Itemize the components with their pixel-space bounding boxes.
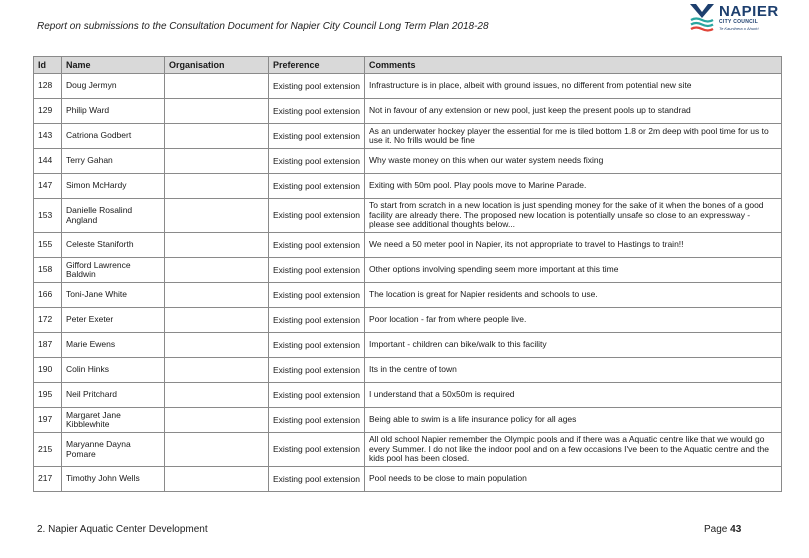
- cell-name: Philip Ward: [62, 99, 165, 124]
- table-row: [34, 199, 782, 233]
- cell-organisation: [165, 283, 269, 308]
- cell-name: Catriona Godbert: [62, 124, 165, 149]
- column-header-name: Name: [62, 57, 165, 74]
- cell-id: 153: [34, 199, 62, 233]
- cell-id: 217: [34, 467, 62, 492]
- cell-preference: Existing pool extension: [269, 174, 365, 199]
- table-row: [34, 258, 782, 283]
- cell-name: Danielle Rosalind Angland: [62, 199, 165, 233]
- cell-name: Toni-Jane White: [62, 283, 165, 308]
- table-row: [34, 124, 782, 149]
- cell-preference: Existing pool extension: [269, 149, 365, 174]
- table-row: [34, 467, 782, 492]
- cell-organisation: [165, 333, 269, 358]
- table-row: [34, 283, 782, 308]
- cell-organisation: [165, 149, 269, 174]
- cell-comment: I understand that a 50x50m is required: [365, 383, 782, 408]
- cell-id: 190: [34, 358, 62, 383]
- column-header-id: Id: [34, 57, 62, 74]
- cell-name: Timothy John Wells: [62, 467, 165, 492]
- cell-preference: Existing pool extension: [269, 358, 365, 383]
- submissions-table: [33, 56, 782, 492]
- cell-name: Simon McHardy: [62, 174, 165, 199]
- cell-id: 172: [34, 308, 62, 333]
- cell-organisation: [165, 99, 269, 124]
- page-label: Page: [704, 524, 728, 535]
- cell-comment: To start from scratch in a new location is just spending money for the sake of it when the bones of a good facility are already there. The proposed new location is potentially unsafe so close to an expressway - please see additional thoughts below...: [365, 199, 782, 233]
- cell-comment: Important - children can bike/walk to this facility: [365, 333, 782, 358]
- cell-comment: Not in favour of any extension or new pool, just keep the present pools up to standrad: [365, 99, 782, 124]
- cell-name: Terry Gahan: [62, 149, 165, 174]
- cell-comment: Exiting with 50m pool. Play pools move to Marine Parade.: [365, 174, 782, 199]
- column-header-organisation: Organisation: [165, 57, 269, 74]
- cell-organisation: [165, 383, 269, 408]
- cell-organisation: [165, 199, 269, 233]
- cell-preference: Existing pool extension: [269, 124, 365, 149]
- cell-name: Gifford Lawrence Baldwin: [62, 258, 165, 283]
- cell-organisation: [165, 308, 269, 333]
- cell-comment: Infrastructure is in place, albeit with ground issues, no different from potential new site: [365, 74, 782, 99]
- cell-preference: Existing pool extension: [269, 74, 365, 99]
- cell-name: Margaret Jane Kibblewhite: [62, 408, 165, 433]
- table-row: [34, 433, 782, 467]
- cell-preference: Existing pool extension: [269, 408, 365, 433]
- cell-comment: Being able to swim is a life insurance policy for all ages: [365, 408, 782, 433]
- napier-logo: [688, 2, 779, 38]
- cell-organisation: [165, 358, 269, 383]
- cell-name: Celeste Staniforth: [62, 233, 165, 258]
- cell-comment: Why waste money on this when our water system needs fixing: [365, 149, 782, 174]
- logo-subtitle: CITY COUNCIL: [719, 19, 759, 25]
- cell-comment: The location is great for Napier residents and schools to use.: [365, 283, 782, 308]
- cell-id: 143: [34, 124, 62, 149]
- cell-preference: Existing pool extension: [269, 233, 365, 258]
- footer-page-number: [704, 524, 741, 535]
- cell-preference: Existing pool extension: [269, 199, 365, 233]
- cell-comment: All old school Napier remember the Olympic pools and if there was a Aquatic centre like that we would go every Summer. I do not like the indoor pool and on a few occasions I've been to the Aquatic centre and the kids pool has been closed.: [365, 433, 782, 467]
- cell-id: 128: [34, 74, 62, 99]
- cell-id: 155: [34, 233, 62, 258]
- cell-id: 158: [34, 258, 62, 283]
- cell-id: 215: [34, 433, 62, 467]
- footer-section-title: 2. Napier Aquatic Center Development: [37, 524, 208, 535]
- table-row: [34, 99, 782, 124]
- cell-comment: Its in the centre of town: [365, 358, 782, 383]
- cell-comment: As an underwater hockey player the essential for me is tiled bottom 1.8 or 2m deep with pool time for us to use it. No frills would be fine: [365, 124, 782, 149]
- cell-name: Peter Exeter: [62, 308, 165, 333]
- cell-name: Doug Jermyn: [62, 74, 165, 99]
- page-number: 43: [730, 524, 742, 535]
- report-title: Report on submissions to the Consultation Document for Napier City Council Long Term Plan 2018-28: [37, 21, 489, 32]
- cell-preference: Existing pool extension: [269, 308, 365, 333]
- cell-comment: Pool needs to be close to main population: [365, 467, 782, 492]
- logo-name: NAPIER: [719, 3, 779, 20]
- table-row: [34, 308, 782, 333]
- napier-logo-icon: [688, 2, 716, 32]
- column-header-comments: Comments: [365, 57, 782, 74]
- cell-preference: Existing pool extension: [269, 467, 365, 492]
- cell-id: 129: [34, 99, 62, 124]
- cell-id: 147: [34, 174, 62, 199]
- cell-organisation: [165, 74, 269, 99]
- cell-id: 197: [34, 408, 62, 433]
- column-header-preference: Preference: [269, 57, 365, 74]
- cell-organisation: [165, 408, 269, 433]
- cell-organisation: [165, 467, 269, 492]
- cell-comment: Other options involving spending seem more important at this time: [365, 258, 782, 283]
- table-row: [34, 233, 782, 258]
- cell-id: 144: [34, 149, 62, 174]
- cell-comment: Poor location - far from where people live.: [365, 308, 782, 333]
- cell-organisation: [165, 433, 269, 467]
- logo-tagline: Te Kaunihera o Ahuriri: [719, 26, 759, 31]
- cell-preference: Existing pool extension: [269, 383, 365, 408]
- table-row: [34, 358, 782, 383]
- cell-preference: Existing pool extension: [269, 333, 365, 358]
- table-row: [34, 383, 782, 408]
- cell-organisation: [165, 233, 269, 258]
- cell-organisation: [165, 258, 269, 283]
- table-body: [34, 74, 782, 492]
- cell-name: Neil Pritchard: [62, 383, 165, 408]
- cell-preference: Existing pool extension: [269, 99, 365, 124]
- cell-preference: Existing pool extension: [269, 258, 365, 283]
- cell-preference: Existing pool extension: [269, 433, 365, 467]
- cell-name: Marie Ewens: [62, 333, 165, 358]
- table-row: [34, 174, 782, 199]
- table-row: [34, 149, 782, 174]
- table-row: [34, 333, 782, 358]
- cell-id: 195: [34, 383, 62, 408]
- cell-comment: We need a 50 meter pool in Napier, its not appropriate to travel to Hastings to train!!: [365, 233, 782, 258]
- cell-id: 166: [34, 283, 62, 308]
- table-header-row: [34, 57, 782, 74]
- cell-organisation: [165, 174, 269, 199]
- table-row: [34, 74, 782, 99]
- cell-preference: Existing pool extension: [269, 283, 365, 308]
- table-row: [34, 408, 782, 433]
- cell-name: Maryanne Dayna Pomare: [62, 433, 165, 467]
- cell-name: Colin Hinks: [62, 358, 165, 383]
- cell-id: 187: [34, 333, 62, 358]
- cell-organisation: [165, 124, 269, 149]
